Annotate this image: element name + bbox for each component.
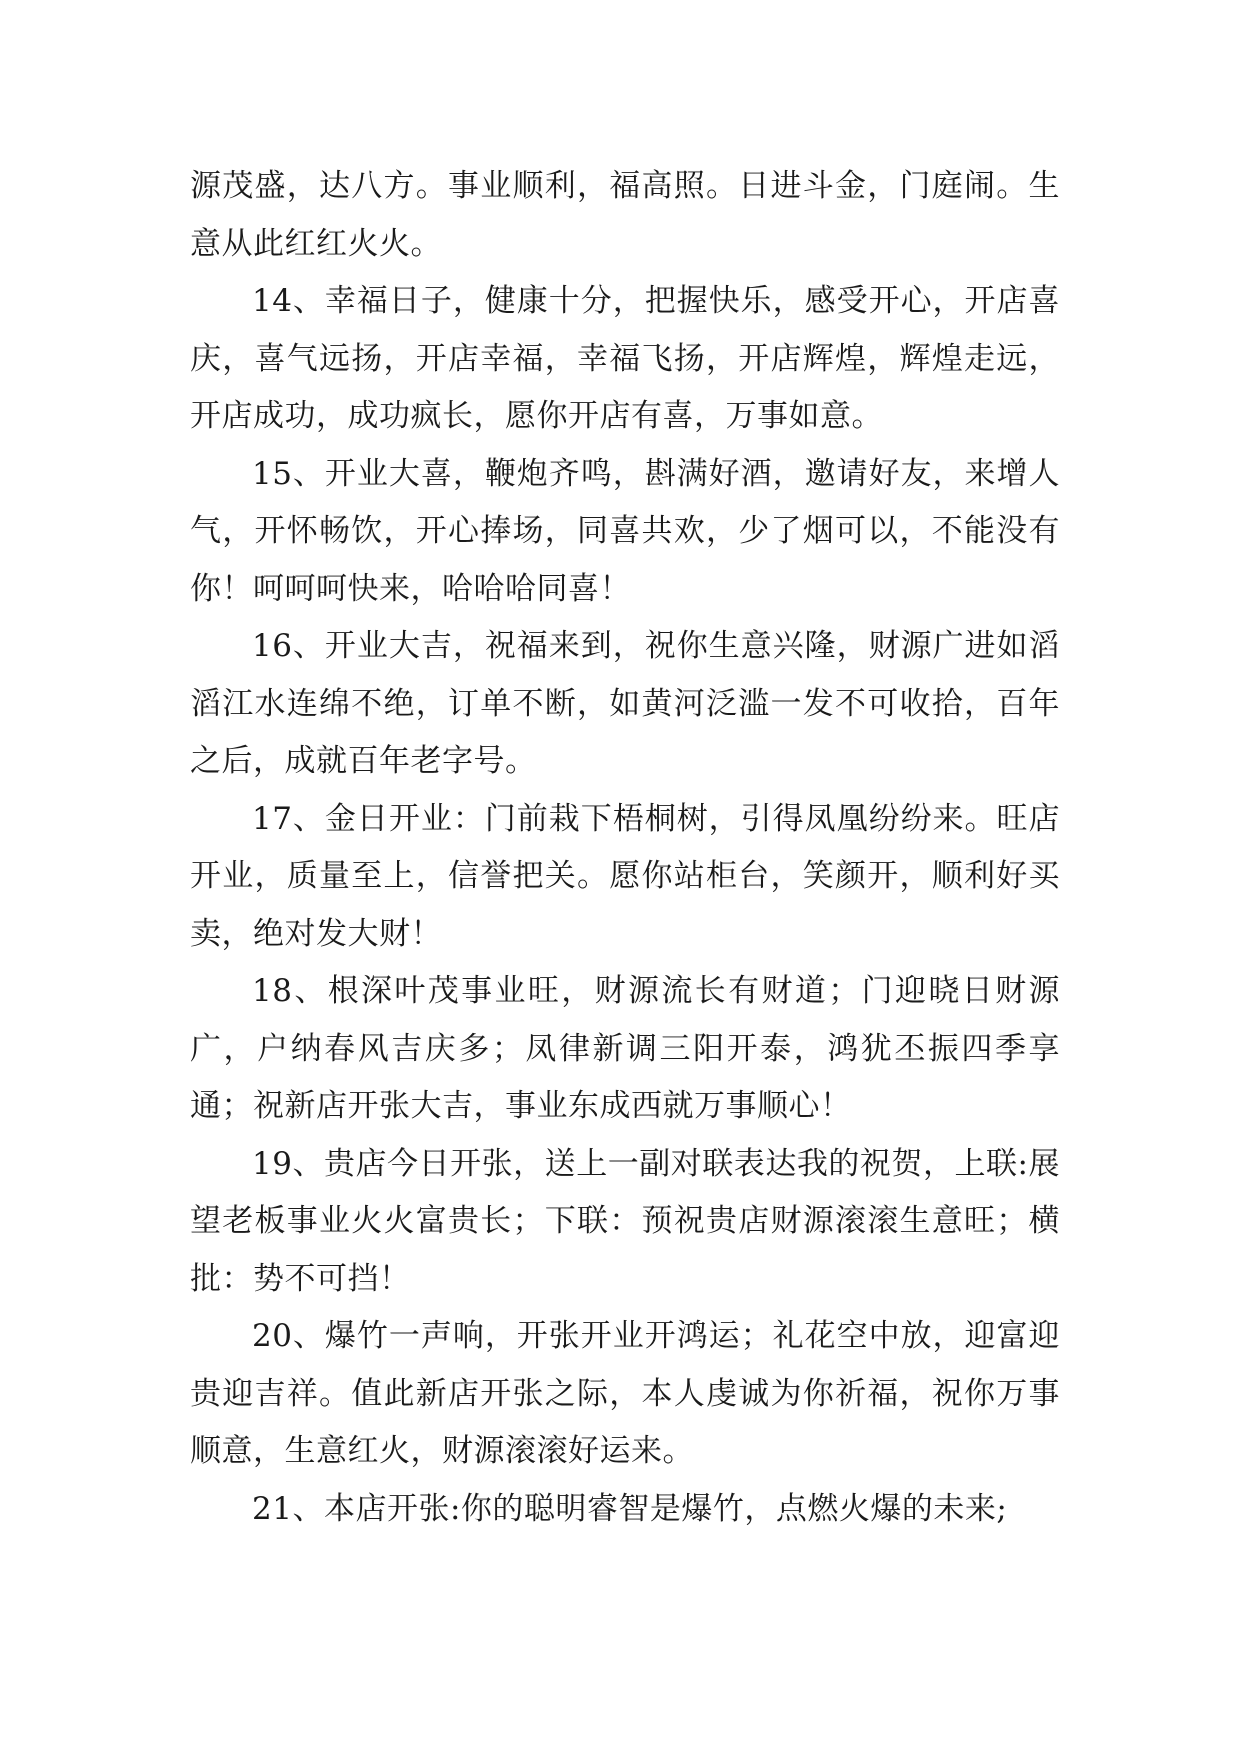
paragraph-15: 15、开业大喜，鞭炮齐鸣，斟满好酒，邀请好友，来增人气，开怀畅饮，开心捧场，同喜共欢，少了烟可以，不能没有你！呵呵呵快来，哈哈哈同喜！ bbox=[190, 455, 1060, 607]
paragraph-17: 17、金日开业：门前栽下梧桐树，引得凤凰纷纷来。旺店开业，质量至上，信誉把关。愿你站柜台，笑颜开，顺利好买卖，绝对发大财！ bbox=[190, 800, 1060, 952]
paragraph-19: 19、贵店今日开张，送上一副对联表达我的祝贺，上联:展望老板事业火火富贵长；下联：预祝贵店财源滚滚生意旺；横批：势不可挡！ bbox=[190, 1145, 1060, 1297]
document-body bbox=[190, 158, 1060, 1538]
paragraph-20: 20、爆竹一声响，开张开业开鸿运；礼花空中放，迎富迎贵迎吉祥。值此新店开张之际，本人虔诚为你祈福，祝你万事顺意，生意红火，财源滚滚好运来。 bbox=[190, 1318, 1060, 1469]
paragraph-16: 16、开业大吉，祝福来到，祝你生意兴隆，财源广进如滔滔江水连绵不绝，订单不断，如黄河泛滥一发不可收拾，百年之后，成就百年老字号。 bbox=[190, 628, 1060, 779]
paragraph-14: 14、幸福日子，健康十分，把握快乐，感受开心，开店喜庆，喜气远扬，开店幸福，幸福飞扬，开店辉煌，辉煌走远，开店成功，成功疯长，愿你开店有喜，万事如意。 bbox=[190, 283, 1060, 434]
paragraph-13-continuation: 源茂盛，达八方。事业顺利，福高照。日进斗金，门庭闹。生意从此红红火火。 bbox=[190, 168, 1060, 262]
paragraph-21: 21、本店开张:你的聪明睿智是爆竹，点燃火爆的未来; bbox=[252, 1490, 1008, 1527]
paragraph-18: 18、根深叶茂事业旺，财源流长有财道；门迎晓日财源广，户纳春风吉庆多；凤律新调三阳开泰，鸿犹丕振四季享通；祝新店开张大吉，事业东成西就万事顺心！ bbox=[190, 973, 1060, 1124]
